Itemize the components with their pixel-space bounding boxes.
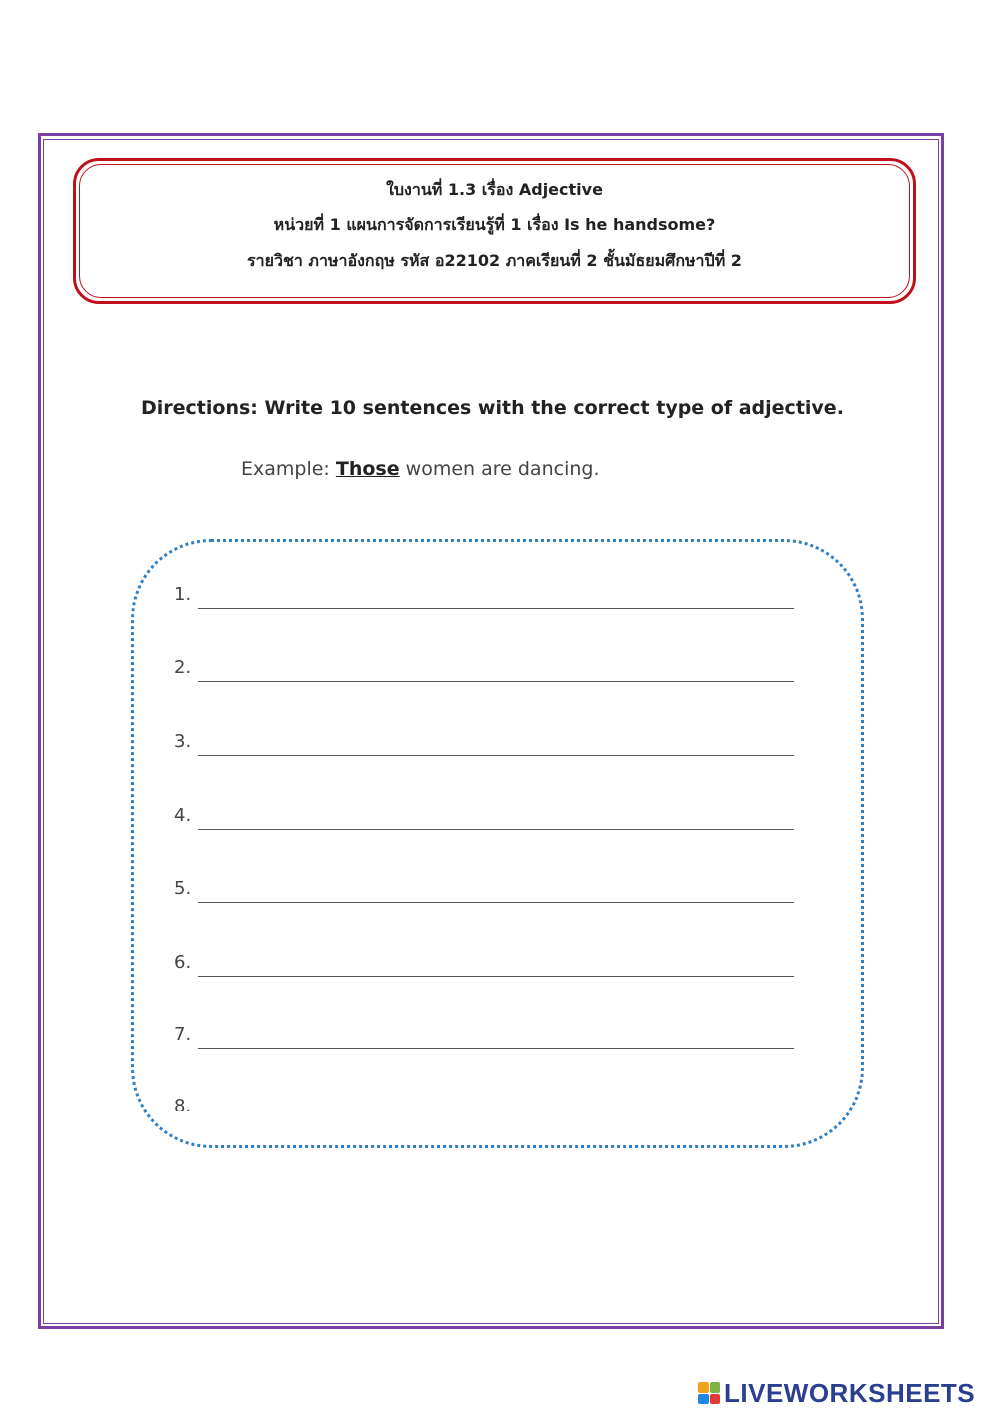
logo-mark-cell: [698, 1382, 709, 1393]
unit-line: หน่วยที่ 1 แผนการจัดการเรียนรู้ที่ 1 เรื่อง Is he handsome?: [273, 215, 716, 234]
example-emphasis: Those: [335, 458, 400, 480]
answer-row-4[interactable]: [174, 805, 794, 833]
logo-mark-cell: [710, 1394, 721, 1405]
course-line: รายวิชา ภาษาอังกฤษ รหัส อ22102 ภาคเรียนที่ 2 ชั้นมัธยมศึกษาปีที่ 2: [247, 251, 742, 270]
answer-line[interactable]: [198, 829, 794, 830]
answer-number: 6.: [174, 952, 192, 973]
answer-line[interactable]: [198, 681, 794, 682]
answer-line[interactable]: [198, 1048, 794, 1049]
answer-line[interactable]: [198, 902, 794, 903]
example-prefix: Example:: [241, 458, 336, 480]
answer-area: [131, 539, 864, 1148]
logo-mark-cell: [710, 1382, 721, 1393]
answer-number: 3.: [174, 731, 192, 752]
answer-number: 2.: [174, 657, 192, 678]
answer-line[interactable]: [198, 976, 794, 977]
answer-number: 7.: [174, 1024, 192, 1045]
example-sentence: [241, 458, 600, 480]
logo-mark-icon: [698, 1382, 720, 1404]
answer-row-2[interactable]: [174, 657, 794, 685]
answer-number: 8.: [174, 1096, 192, 1111]
answer-number: 1.: [174, 584, 192, 605]
answer-row-8-clipped: [174, 1093, 204, 1111]
answer-number: 4.: [174, 805, 192, 826]
directions-text: Directions: Write 10 sentences with the correct type of adjective.: [141, 397, 844, 419]
logo-mark-cell: [698, 1394, 709, 1405]
answer-row-1[interactable]: [174, 584, 794, 612]
answer-line[interactable]: [198, 608, 794, 609]
answer-number: 5.: [174, 878, 192, 899]
logo-text: LIVEWORKSHEETS: [724, 1377, 976, 1408]
example-suffix: women are dancing.: [399, 458, 600, 480]
answer-row-3[interactable]: [174, 731, 794, 759]
liveworksheets-logo: [698, 1377, 976, 1408]
answer-row-7[interactable]: [174, 1024, 794, 1052]
answer-row-5[interactable]: [174, 878, 794, 906]
answer-row-6[interactable]: [174, 952, 794, 980]
worksheet-title: ใบงานที่ 1.3 เรื่อง Adjective: [386, 180, 603, 199]
answer-line[interactable]: [198, 755, 794, 756]
